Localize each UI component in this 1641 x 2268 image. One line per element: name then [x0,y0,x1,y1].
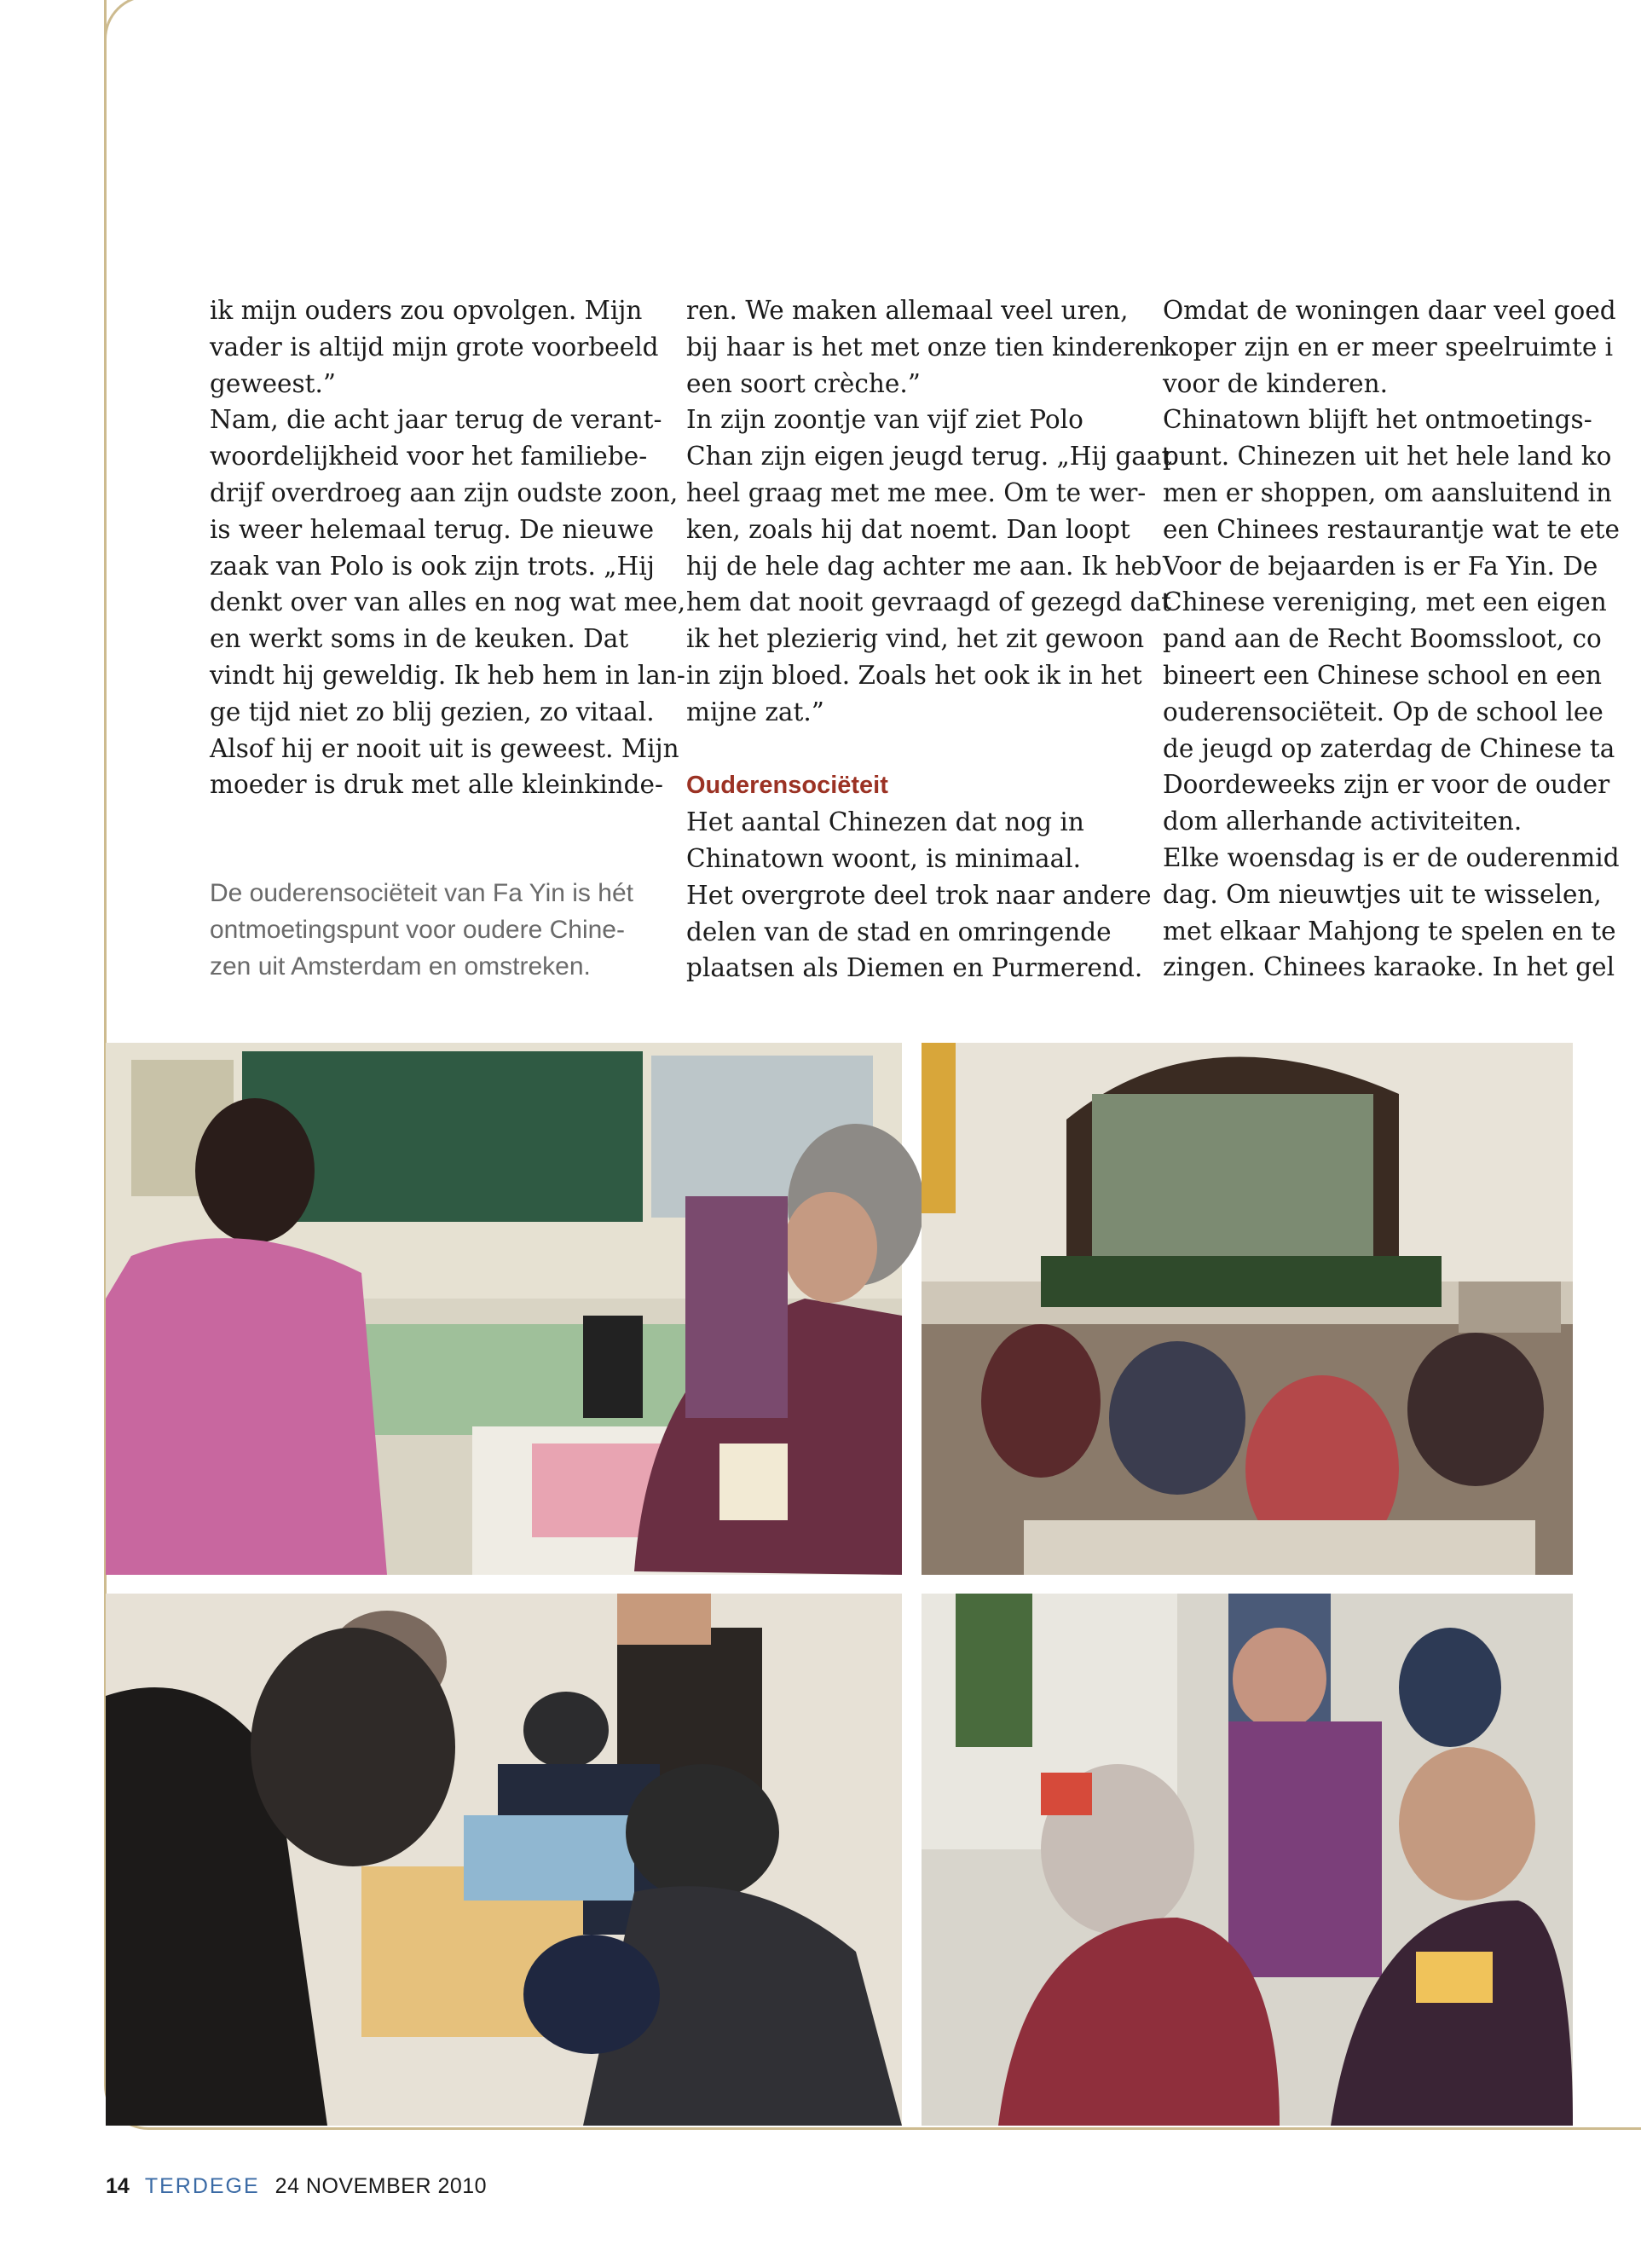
magazine-name: TERDEGE [144,2174,260,2198]
photo-hall [922,1043,1573,1575]
column-2-text-top: ren. We maken allemaal veel uren, bij haar is het met onze tien kinderen een soort crèche.” In zijn zoontje van vijf ziet Polo Chan zijn eigen jeugd terug. „Hij gaat heel graag met me mee. Om te wer- ken, zoals hij dat noemt. Dan loopt hij de hele dag achter me aan. Ik heb hem dat nooit gevraagd of gezegd dat ik het plezierig vind, het zit gewoon in zijn bloed. Zoals het ook ik in het mijne zat.” [686,296,1172,726]
section-heading: Ouderensociëteit [686,772,888,800]
photo-classroom [106,1043,902,1575]
text-column-3: Omdat de woningen daar veel goed koper zijn en er meer speelruimte i voor de kinderen. Chinatown blijft het ontmoetings- punt. Chinezen uit het hele land ko men er shoppen, om aansluitend in een Chinees restaurantje wat te ete Voor de bejaarden is er Fa Yin. De Chinese vereniging, met een eigen pand aan de Recht Boomssloot, co bineert een Chinese school en een ouderensociëteit. Op de school lee de jeugd op zaterdag de Chinese ta Doordeweeks zijn er voor de ouder dom allerhande activiteiten. Elke woensdag is er de ouderenmid dag. Om nieuwtjes uit te wisselen, met elkaar Mahjong te spelen en te zingen. Chinees karaoke. In het gel [1163,296,1620,982]
text-column-1: ik mijn ouders zou opvolgen. Mijn vader is altijd mijn grote voorbeeld geweest.” Nam, die acht jaar terug de verant- woordelijkheid voor het familiebe- drijf overdroeg aan zijn oudste zoon, is weer helemaal terug. De nieuwe zaak van Polo is ook zijn trots. „Hij denkt over van alles en nog wat mee, en werkt soms in de keuken. Dat vindt hij geweldig. Ik heb hem in lan- ge tijd niet zo blij gezien, zo vitaal. Alsof hij er nooit uit is geweest. Mijn moeder is druk met alle kleinkinde- [210,296,686,800]
column-2-text-bottom: Het aantal Chinezen dat nog in Chinatown woont, is minimaal. Het overgrote deel trok naar andere delen van de stad en omringende plaatsen als Diemen en Purmerend. [686,807,1152,983]
photo-caption: De ouderensociëteit van Fa Yin is hét ontmoetingspunt voor oudere Chine- zen uit Amsterdam en omstreken. [210,879,633,981]
text-column-2 [686,292,1171,986]
issue-date: 24 NOVEMBER 2010 [274,2174,488,2198]
photo-women-socializing [922,1594,1573,2126]
page-footer [106,2174,487,2199]
photo-board-game [106,1594,902,2126]
page-number: 14 [106,2174,130,2198]
